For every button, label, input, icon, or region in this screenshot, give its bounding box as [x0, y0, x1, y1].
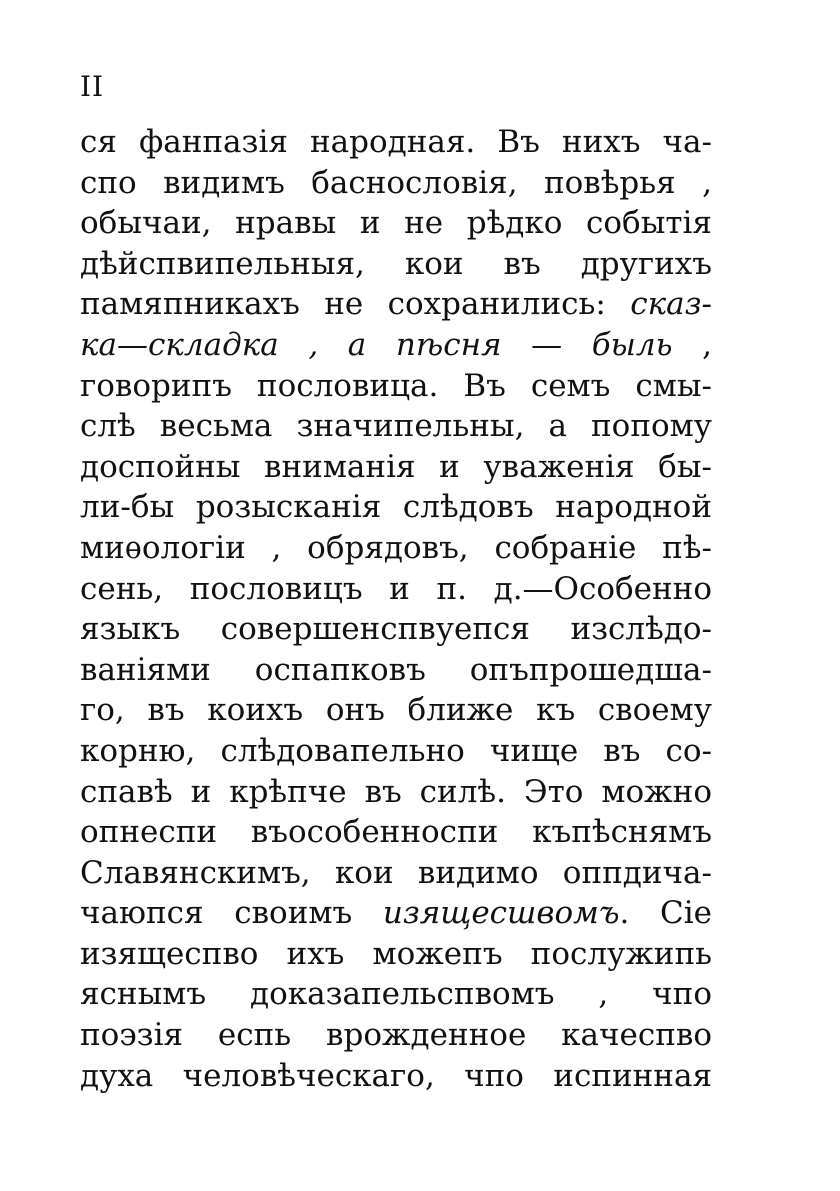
- text-line-4: дѣйспвипельныя, кои въ другихъ: [80, 245, 712, 282]
- text-line-2: спо видимъ баснословія, повѣрья ,: [80, 164, 712, 201]
- italic-text-span: сказ-: [630, 286, 712, 323]
- text-span: . Сіе: [619, 895, 712, 932]
- text-line-5: [80, 284, 712, 325]
- text-line-7: говорипъ пословица. Въ семъ смы-: [80, 367, 712, 404]
- text-line-13: языкъ совершенспвуепся изслѣдо-: [80, 611, 712, 648]
- text-line-21: изящеспво ихъ можепъ послужипь: [80, 935, 712, 972]
- text-span: памяпникахъ не сохранились:: [80, 286, 631, 323]
- text-line-19: Славянскимъ, кои видимо оппдича-: [80, 854, 712, 891]
- text-line-1: ся фанпазія народная. Въ нихъ ча-: [80, 124, 712, 160]
- text-line-11: миѳологіи , обрядовъ, собраніе пѣ-: [80, 529, 712, 566]
- text-line-15: го, въ коихъ онъ ближе къ своему: [80, 692, 712, 729]
- italic-text-span: изящесшвомъ: [382, 895, 620, 932]
- text-line-9: доспойны вниманія и уваженія бы-: [80, 448, 712, 485]
- text-line-14: ваніями оспапковъ опъпрошедша-: [80, 651, 712, 688]
- text-line-17: спавѣ и крѣпче въ силѣ. Это можно: [80, 773, 712, 810]
- text-line-3: обычаи, нравы и не рѣдко событія: [80, 205, 712, 242]
- text-line-16: корню, слѣдовапельно чище въ со-: [80, 732, 712, 769]
- text-line-8: слѣ весьма значипельны, а попому: [80, 408, 712, 445]
- text-span: ,: [672, 326, 712, 363]
- text-line-23: поэзія еспь врожденное качеспво: [80, 1017, 712, 1054]
- page-number: II: [80, 70, 105, 103]
- text-line-20: [80, 893, 712, 934]
- text-line-18: опнеспи въособенноспи къпѣснямъ: [80, 814, 712, 851]
- text-line-22: яснымъ доказапельспвомъ , чпо: [80, 976, 712, 1013]
- body-text: [80, 122, 712, 1096]
- text-span: чаюпся своимъ: [80, 895, 383, 932]
- italic-text-span: ка—складка , а пѣсня — быль: [80, 326, 673, 363]
- text-line-24: духа человѣческаго, чпо испинная: [80, 1057, 712, 1094]
- text-line-10: ли-бы розысканія слѣдовъ народной: [80, 489, 712, 526]
- text-line-6: [80, 325, 712, 366]
- text-line-12: сень, пословицъ и п. д.—Особенно: [80, 570, 712, 607]
